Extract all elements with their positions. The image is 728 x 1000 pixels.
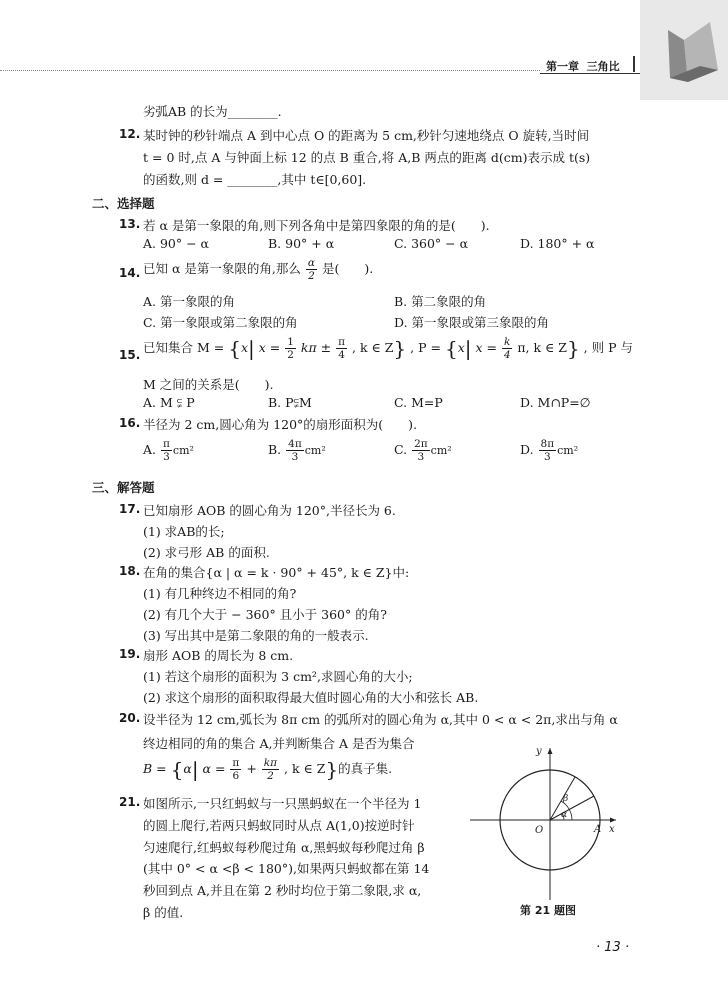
q16-option-d: D. $\frac{8\pi}{3}$ cm² [520,438,579,463]
section-answer-title: 三、解答题 [92,480,155,495]
q20-number: 20. [119,711,141,725]
q14-number: 14. [119,266,141,280]
q18-part2: (2) 有几个大于 − 360° 且小于 360° 的角? [143,607,387,622]
q12-number: 12. [119,127,141,141]
header-chapter: 第一章 三角比 [546,60,620,73]
page-number: · 13 · [596,940,630,955]
q13-number: 13. [119,217,141,231]
q21-line5: 秒回到点 A,并且在第 2 秒时均位于第二象限,求 α, [143,883,422,898]
q21-line3: 匀速爬行,红蚂蚁每秒爬过角 α,黑蚂蚁每秒爬过角 β [143,840,425,855]
q18-number: 18. [119,564,141,578]
q15-frac-k4: $\frac{k}{4}$ [503,336,511,361]
q13-option-b: B. 90° + α [268,236,335,251]
q20-line1: 设半径为 12 cm,弧长为 8π cm 的弧所对的圆心角为 α,其中 0 < α < 2π,求出与角 α [143,712,618,727]
q15-frac-pi4: $\frac{\pi}{4}$ [338,336,346,361]
chapter-logo [640,0,728,100]
q21-number: 21. [119,795,141,809]
y-axis-arrow [548,748,553,754]
q12-line3: 的函数,则 d = ________,其中 t∈[0,60]. [143,172,367,187]
q16-option-b: B. $\frac{4\pi}{3}$ cm² [268,438,326,463]
q15-stem: 已知集合 M = {x| x = $\frac{1}{2}$ kπ ± $\frac{\pi}{4}$ , k ∈ Z} , P = {x| x = $\frac{k}{4}$ π, k ∈ Z} , 则 P 与 [143,336,633,361]
logo-graphic [640,0,728,100]
q18-part3: (3) 写出其中是第二象限的角的一般表示. [143,628,369,643]
q14-option-a: A. 第一象限的角 [143,294,235,309]
q14-stem-pre: 已知 α 是第一象限的角,那么 [143,261,301,276]
figure-caption: 第 21 题图 [520,904,576,917]
q14-option-d: D. 第一象限或第三象限的角 [394,315,550,330]
q15-frac-half: $\frac{1}{2}$ [287,336,294,361]
q21-line4: (其中 0° < α <β < 180°),如果两只蚂蚁都在第 14 [143,861,430,876]
q15-number: 15. [119,348,141,362]
q11-tail: 劣弧AB 的长为________. [143,104,282,119]
q14-option-b: B. 第二象限的角 [394,294,487,309]
q16-number: 16. [119,416,141,430]
q21-line6: β 的值. [143,905,184,920]
q13-option-a: A. 90° − α [143,236,209,251]
q14-stem-post: 是( ). [321,261,374,276]
q18-stem: 在角的集合{α | α = k · 90° + 45°, k ∈ Z}中: [143,565,410,580]
q14-stem [143,257,373,282]
q14-fraction: $\frac{\alpha}{2}$ [307,257,315,282]
q16-option-c: C. $\frac{2\pi}{3}$ cm² [394,438,452,463]
point-a-label: A [594,824,602,835]
beta-label: β [563,794,569,804]
section-choice-title: 二、选择题 [92,196,155,211]
q15-option-d: D. M∩P=∅ [520,395,591,410]
header-divider [633,56,635,72]
q17-stem: 已知扇形 AOB 的圆心角为 120°,半径长为 6. [143,503,396,518]
q19-part2: (2) 求这个扇形的面积取得最大值时圆心角的大小和弦长 AB. [143,690,479,705]
q21-line1: 如图所示,一只红蚂蚁与一只黑蚂蚁在一个半径为 1 [143,796,422,811]
q13-option-c: C. 360° − α [394,236,469,251]
q14-option-c: C. 第一象限或第二象限的角 [143,315,298,330]
q21-figure [468,742,628,902]
q16-stem: 半径为 2 cm,圆心角为 120°的扇形面积为( ). [143,417,418,432]
q15-line2: M 之间的关系是( ). [143,377,274,392]
header-dotted-rule [0,70,540,71]
alpha-label: α [561,810,568,820]
x-axis-arrow [610,818,616,823]
q13-option-d: D. 180° + α [520,236,595,251]
q13-stem: 若 α 是第一象限的角,则下列各角中是第四象限的角的是( ). [143,218,490,233]
q20-line3: B = {α| α = $\frac{\pi}{6}$ + $\frac{k\pi}{2}$ , k ∈ Z}的真子集. [143,757,393,782]
q19-number: 19. [119,647,141,661]
q15-option-c: C. M=P [394,395,443,410]
q15-option-a: A. M ⫋ P [143,395,195,410]
q12-line1: 某时钟的秒针端点 A 到中心点 O 的距离为 5 cm,秒针匀速地绕点 O 旋转,当时间 [143,128,590,143]
q18-part1: (1) 有几种终边不相同的角? [143,586,297,601]
x-axis-label: x [609,824,615,835]
q20-line2: 终边相同的角的集合 A,并判断集合 A 是否为集合 [143,736,415,751]
q16-option-a: A. $\frac{\pi}{3}$ cm² [143,438,194,463]
q12-line2: t = 0 时,点 A 与钟面上标 12 的点 B 重合,将 A,B 两点的距离 d(cm)表示成 t(s) [143,150,591,165]
q19-stem: 扇形 AOB 的周长为 8 cm. [143,648,294,663]
q17-part2: (2) 求弓形 AB 的面积. [143,545,270,560]
q19-part1: (1) 若这个扇形的面积为 3 cm²,求圆心角的大小; [143,669,413,684]
q17-number: 17. [119,502,141,516]
y-axis-label: y [536,746,542,757]
q17-part1: (1) 求AB的长; [143,524,225,539]
q15-option-b: B. P⫋M [268,395,312,410]
q21-line2: 的圆上爬行,若两只蚂蚁同时从点 A(1,0)按逆时针 [143,818,415,833]
origin-label: O [535,825,544,836]
